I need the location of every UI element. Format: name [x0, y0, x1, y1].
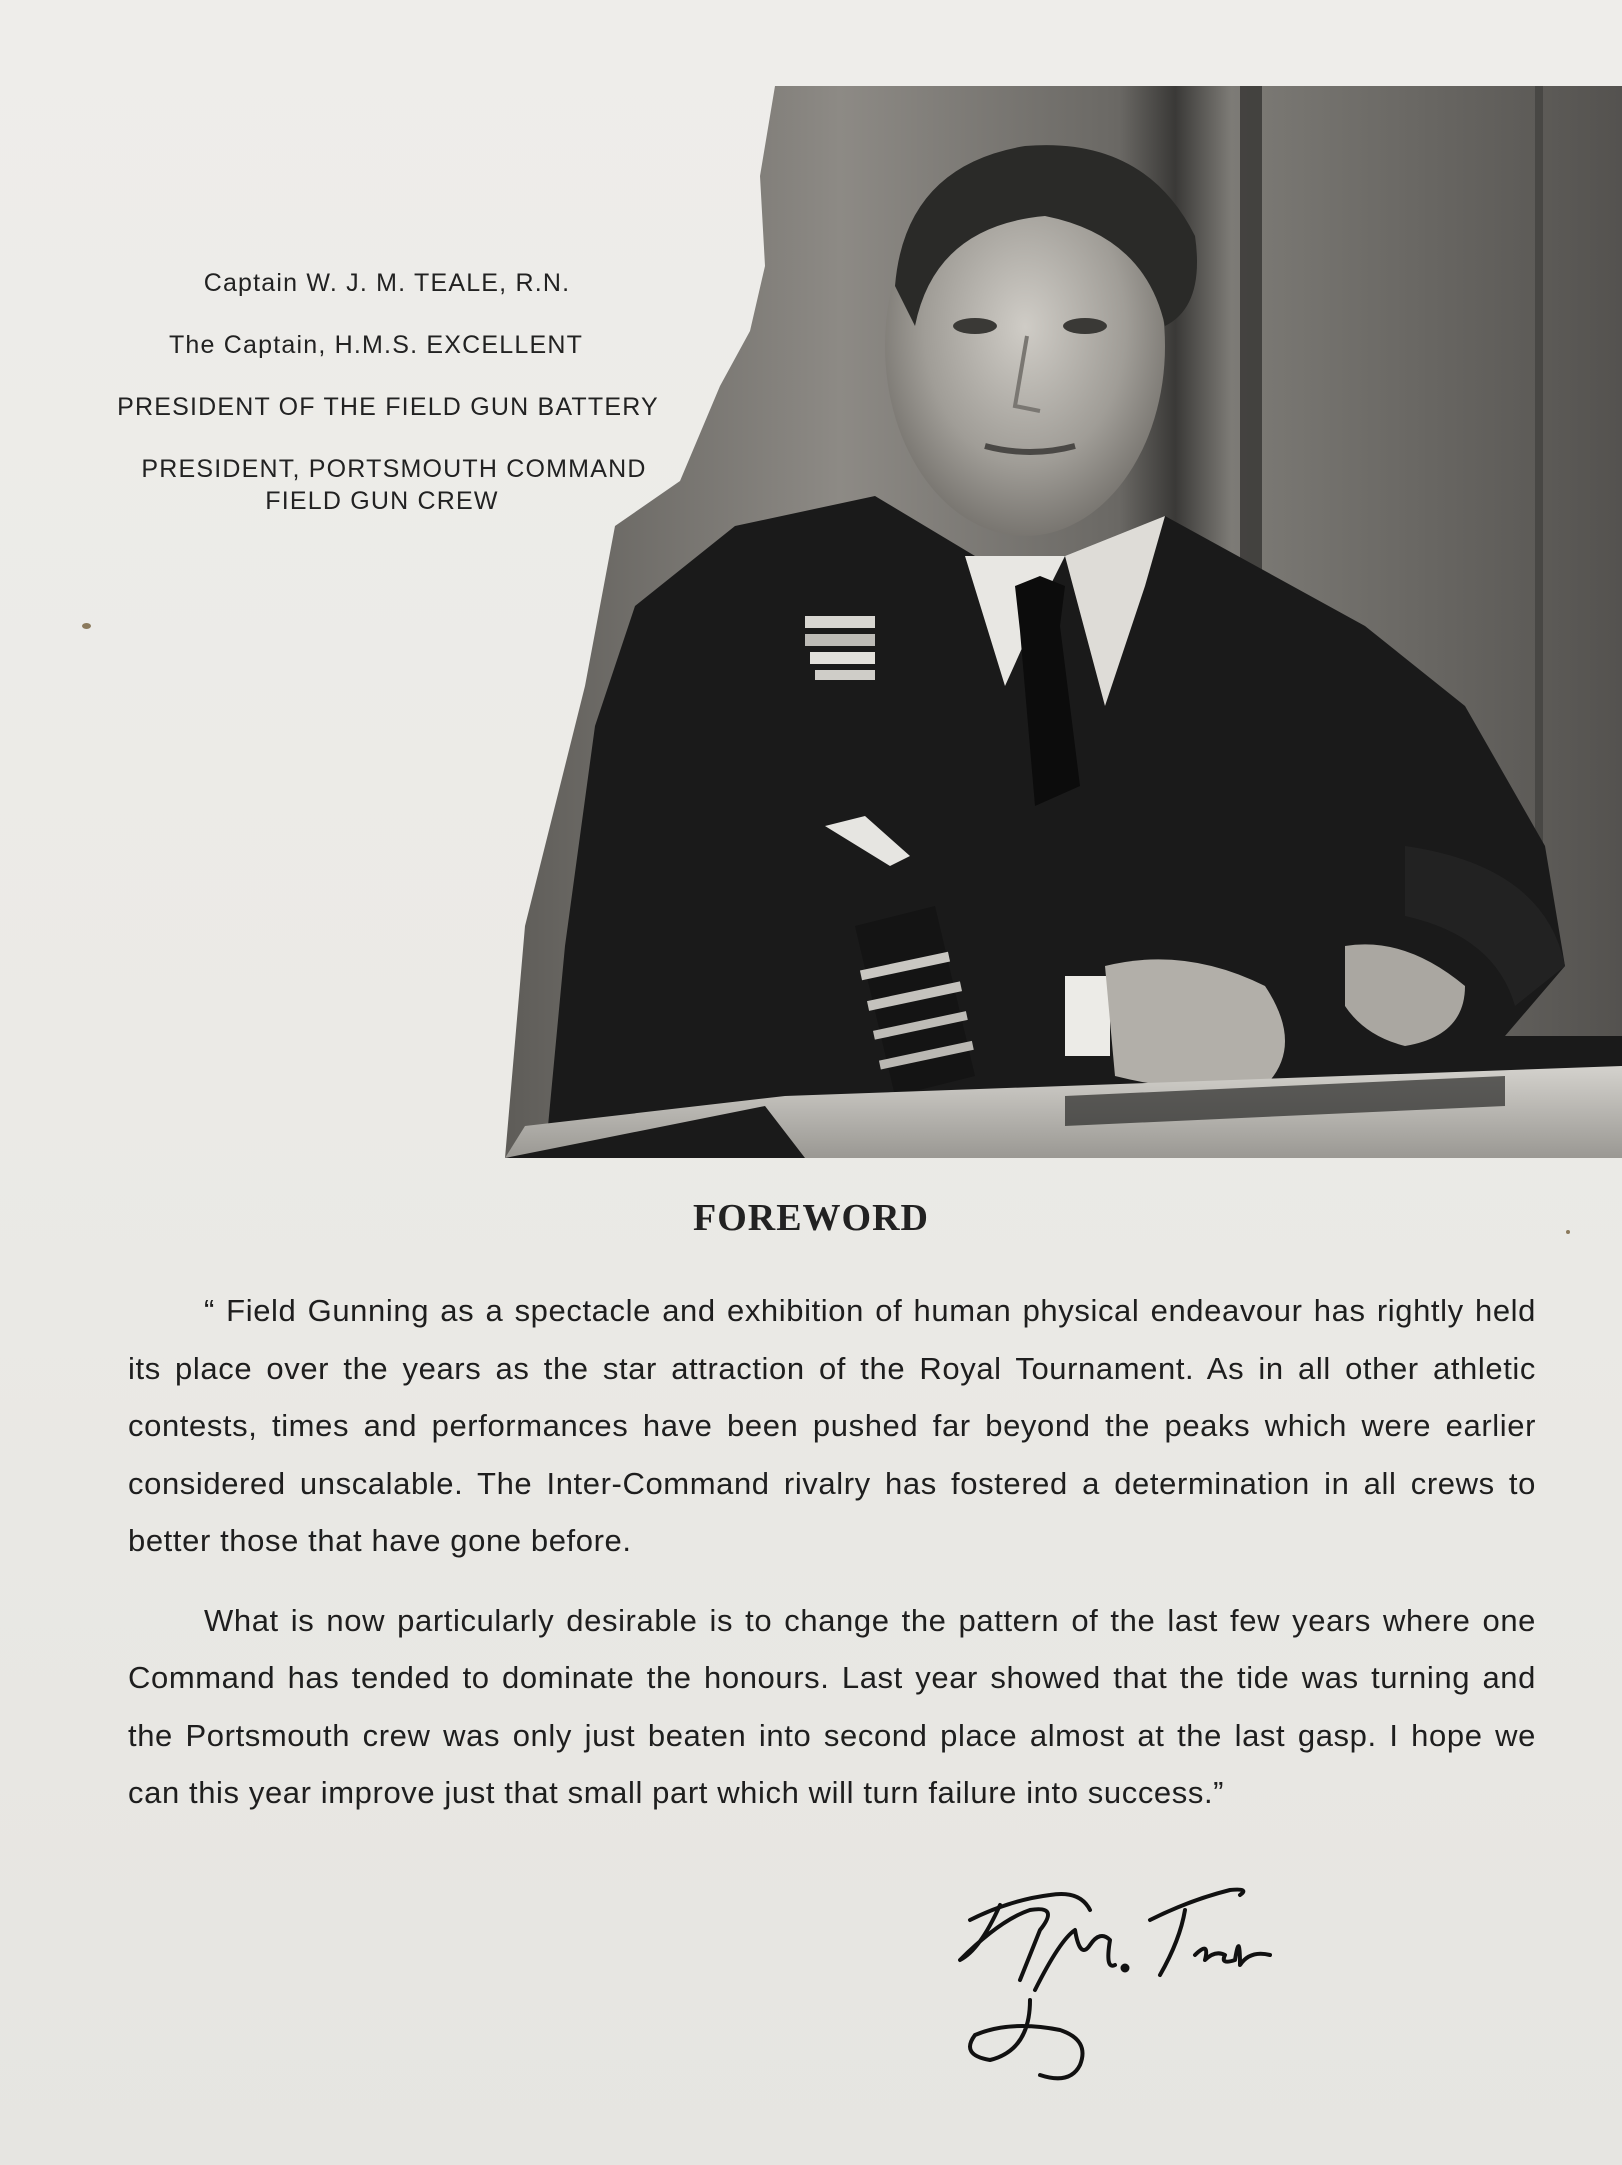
foreword-paragraph: What is now particularly desirable is to change the pattern of the last few years where one Command has tended to dominate the honours. Last year showed that the tide was turning and the Portsmouth crew was only just beaten into second place almost at the last gasp. I hope we can this year improve just that small part which will turn failure into success.”	[128, 1602, 1536, 1810]
portrait-photo	[505, 86, 1622, 1158]
caption-president-command: PRESIDENT, PORTSMOUTH COMMAND	[141, 455, 647, 483]
signature	[940, 1850, 1320, 2090]
page-speck	[82, 623, 91, 629]
caption-name: Captain W. J. M. TEALE, R.N.	[203, 269, 571, 297]
foreword-heading: FOREWORD	[693, 1197, 929, 1239]
caption-role: The Captain, H.M.S. EXCELLENT	[168, 331, 584, 359]
foreword-body	[128, 1282, 1536, 1822]
page-speck	[1566, 1230, 1570, 1234]
foreword-paragraph: “ Field Gunning as a spectacle and exhibition of human physical endeavour has rightly held its place over the years as the star attraction of the Royal Tournament. As in all other athletic contests, times and performances have been pushed far beyond the peaks which were earlier considered unscalable. The Inter-Command rivalry has fostered a determination in all crews to better those that have gone before.	[128, 1293, 1536, 1558]
caption-president-battery: PRESIDENT OF THE FIELD GUN BATTERY	[117, 393, 659, 421]
caption-field-gun-crew: FIELD GUN CREW	[265, 487, 499, 515]
portrait-caption	[60, 268, 720, 516]
